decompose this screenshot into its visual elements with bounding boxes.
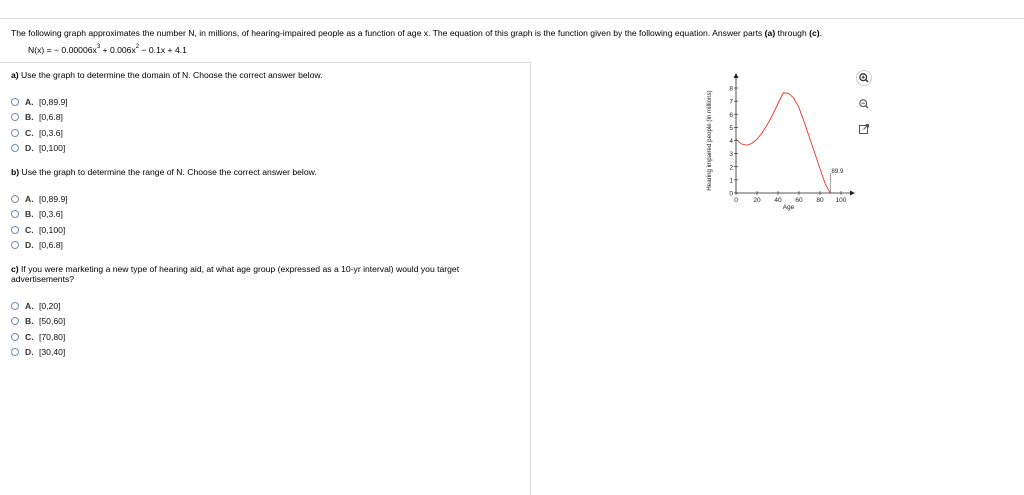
option-a-c[interactable] xyxy=(11,125,68,141)
option-a-a[interactable] xyxy=(11,94,68,110)
y-tick-label: 6 xyxy=(729,111,733,119)
option-letter: A. xyxy=(25,300,34,311)
header-divider xyxy=(0,62,530,63)
y-tick-label: 7 xyxy=(729,98,733,106)
radio-button[interactable] xyxy=(11,241,19,249)
equation xyxy=(28,45,187,55)
option-value: [50,60] xyxy=(39,316,66,327)
intro-end: . xyxy=(819,28,823,38)
option-value: [0,100] xyxy=(39,143,66,154)
intro-part-c: (c) xyxy=(809,28,820,38)
x-tick-label: 0 xyxy=(734,197,738,204)
option-letter: D. xyxy=(25,143,34,154)
eq-term3: − 0.1x + 4.1 xyxy=(139,45,187,55)
x-tick-label: 100 xyxy=(835,197,847,204)
eq-exp1: 3 xyxy=(96,44,101,51)
radio-button[interactable] xyxy=(11,210,19,218)
popout-icon[interactable] xyxy=(856,121,872,137)
option-b-b[interactable] xyxy=(11,207,68,223)
radio-button[interactable] xyxy=(11,129,19,137)
option-c-c[interactable] xyxy=(11,329,65,345)
y-tick-label: 1 xyxy=(729,177,733,185)
y-tick-label: 4 xyxy=(729,138,733,145)
option-c-d[interactable] xyxy=(11,345,65,361)
x-axis-label: Age xyxy=(782,204,795,211)
radio-button[interactable] xyxy=(11,302,19,310)
option-value: [30,40] xyxy=(39,347,66,358)
series-line xyxy=(736,93,830,193)
question-c-label: c) xyxy=(11,264,19,274)
top-divider xyxy=(0,18,1024,19)
option-a-b[interactable] xyxy=(11,110,68,126)
option-value: [0,89.9] xyxy=(39,96,68,107)
radio-button[interactable] xyxy=(11,333,19,341)
y-tick-label: 8 xyxy=(729,85,733,93)
question-a-text: Use the graph to determine the domain of N. Choose the correct answer below. xyxy=(18,70,323,80)
eq-term2: + 0.006x xyxy=(100,45,136,55)
option-value: [0,6.8] xyxy=(39,112,63,123)
x-tick-label: 40 xyxy=(774,197,782,204)
question-b xyxy=(11,167,317,177)
question-b-text: Use the graph to determine the range of N. Choose the correct answer below. xyxy=(19,167,317,177)
radio-button[interactable] xyxy=(11,348,19,356)
radio-button[interactable] xyxy=(11,98,19,106)
intro-part-a: (a) xyxy=(764,28,776,38)
option-letter: B. xyxy=(25,316,34,327)
radio-button[interactable] xyxy=(11,317,19,325)
option-value: [0,100] xyxy=(39,224,66,235)
question-c-text: If you were marketing a new type of hearing aid, at what age group (expressed as a 10-yr interval) would you target xyxy=(18,264,460,274)
x-axis-arrow xyxy=(850,191,855,196)
option-letter: D. xyxy=(25,347,34,358)
question-b-label: b) xyxy=(11,167,20,177)
options-a xyxy=(11,94,68,156)
option-letter: C. xyxy=(25,331,34,342)
panel-divider xyxy=(530,62,531,495)
question-a xyxy=(11,70,322,80)
option-c-a[interactable] xyxy=(11,298,65,314)
option-letter: A. xyxy=(25,193,34,204)
radio-button[interactable] xyxy=(11,195,19,203)
option-letter: B. xyxy=(25,112,34,123)
zoom-out-icon[interactable] xyxy=(856,96,872,112)
radio-button[interactable] xyxy=(11,144,19,152)
y-tick-label: 0 xyxy=(729,190,733,198)
x-tick-label: 60 xyxy=(795,197,803,204)
y-tick-label: 2 xyxy=(729,164,733,172)
option-letter: D. xyxy=(25,240,34,251)
option-value: [0,3.6] xyxy=(39,127,63,138)
eq-lhs: N(x) = xyxy=(28,45,55,55)
intro-through: through xyxy=(775,28,810,38)
x-tick-label: 20 xyxy=(753,197,761,204)
eq-term1: − 0.00006x xyxy=(54,45,97,55)
x-tick-label: 80 xyxy=(816,197,824,204)
option-letter: C. xyxy=(25,224,34,235)
option-letter: C. xyxy=(25,127,34,138)
question-c xyxy=(11,264,459,284)
question-a-label: a) xyxy=(11,70,19,80)
annotation-label: 89.9 xyxy=(831,167,844,175)
question-c-text-2: advertisements? xyxy=(11,274,75,284)
y-axis-arrow xyxy=(734,73,739,78)
radio-button[interactable] xyxy=(11,226,19,234)
option-value: [70,80] xyxy=(39,331,66,342)
option-value: [0,3.6] xyxy=(39,209,63,220)
y-tick-label: 5 xyxy=(729,124,733,132)
option-c-b[interactable] xyxy=(11,314,65,330)
eq-exp2: 2 xyxy=(135,44,140,51)
options-b xyxy=(11,191,68,253)
function-graph xyxy=(700,68,860,223)
option-b-c[interactable] xyxy=(11,222,68,238)
option-letter: B. xyxy=(25,209,34,220)
option-value: [0,6.8] xyxy=(39,240,63,251)
y-tick-label: 3 xyxy=(729,151,733,159)
option-b-a[interactable] xyxy=(11,191,68,207)
problem-intro xyxy=(11,28,822,38)
option-letter: A. xyxy=(25,96,34,107)
option-a-d[interactable] xyxy=(11,141,68,157)
radio-button[interactable] xyxy=(11,113,19,121)
option-b-d[interactable] xyxy=(11,238,68,254)
zoom-in-icon[interactable] xyxy=(856,70,872,86)
options-c xyxy=(11,298,65,360)
option-value: [0,89.9] xyxy=(39,193,68,204)
intro-text: The following graph approximates the number N, in millions, of hearing-impaired people as a function of age x. The equation of this graph is the function given by the following equation. Answer parts xyxy=(11,28,765,38)
y-axis-label: Hearing impaired people (in millions) xyxy=(706,90,713,191)
option-value: [0,20] xyxy=(39,300,61,311)
